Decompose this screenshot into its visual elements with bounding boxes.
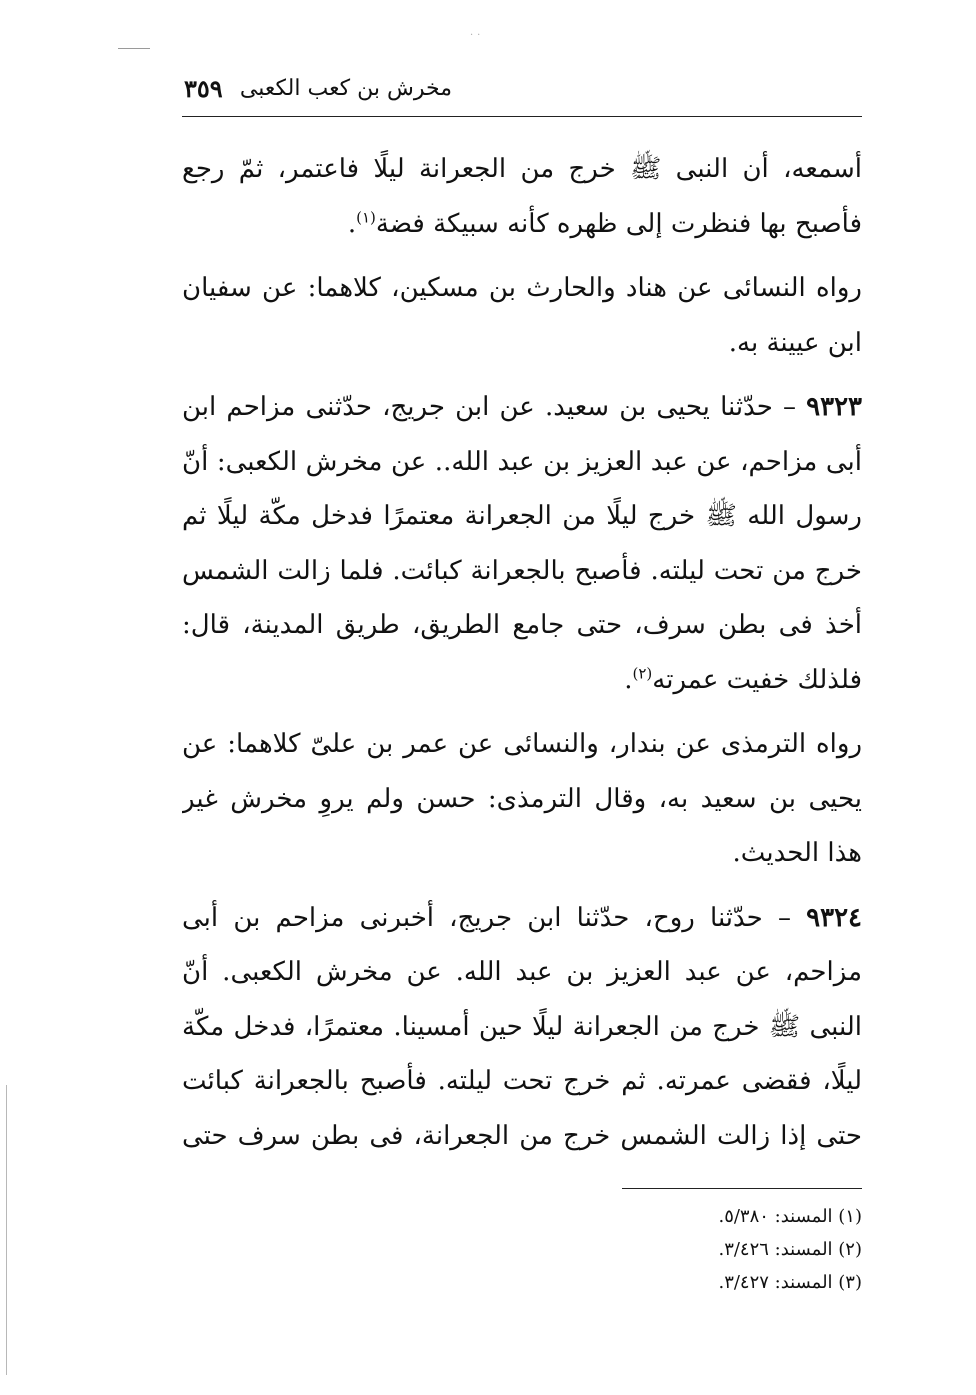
paragraph-text: رواه الترمذى عن بندار، والنسائى عن عمر بن علىّ كلاهما: عن يحيى بن سعيد به، وقال الترمذى: حسن ولم يروِ مخرش غير هذا الحديث. [182,729,862,868]
footnote-separator [622,1188,862,1189]
paragraph-hadith-9324 [182,891,862,1158]
footnote-ref: (١) [356,207,376,226]
footnote-1: (١) المسند: ٥/٣٨٠. [718,1206,862,1227]
paragraph-text: رواه النسائى عن هناد والحارث بن مسكين، كلاهما: عن سفيان ابن عيينة به. [182,273,862,358]
main-text [182,142,862,1157]
hadith-number: ٩٣٢٤ [806,902,862,933]
running-header [182,70,862,117]
paragraph-tail: . [624,664,633,695]
paragraph-takhrij-2 [182,717,862,881]
hadith-number: ٩٣٢٣ [806,392,862,422]
header-title: مخرش بن كعب الكعبى [239,76,452,101]
paragraph-takhrij-1 [182,261,862,370]
paragraph-text: – حدّثنا روح، حدّثنا ابن جريج، أخبرنى مزاحم بن أبى مزاحم، عن عبد العزيز بن عبد الله. عن مخرش الكعبى. أنّ النبى ﷺ خرج من الجعرانة ليلًا حين أمسينا. معتمرًا، فدخل مكّة ليلًا، فقضى عمرته. ثم خرج تحت ليلته. فأصبح بالجعرانة كبائت حتى إذا زالت الشمس خرج من الجعرانة، فى بطن سرف حتى [182,902,862,1151]
footnotes [560,1200,862,1299]
scan-artifact-dots: ·· [470,30,485,41]
footnote-ref: (٢) [632,663,653,682]
paragraph-text: أسمعه، أن النبى ﷺ خرج من الجعرانة ليلًا فاعتمر، ثمّ رجع فأصبح بها فنظرت إلى ظهره كأنه سبيكة فضة [182,154,862,239]
footnote-3: (٣) المسند: ٣/٤٢٧. [718,1272,862,1293]
paragraph-text: – حدّثنا يحيى بن سعيد. عن ابن جريج، حدّثنى مزاحم ابن أبى مزاحم، عن عبد العزيز بن عبد الله.. عن مخرش الكعبى: أنّ رسول الله ﷺ خرج ليلًا من الجعرانة معتمرًا فدخل مكّة ليلًا ثم خرج من تحت ليلته. فأصبح بالجعرانة كبائت. فلما زالت الشمس أخذ فى بطن سرف، حتى جامع الطريق، طريق المدينة، قال: فلذلك خفيت عمرته [182,392,862,695]
footnote-2: (٢) المسند: ٣/٤٢٦. [718,1239,862,1260]
paragraph-tail: . [347,208,357,239]
paragraph-hadith-9323 [182,380,862,707]
page-number: ٣٥٩ [184,74,223,103]
paragraph-continuation [182,142,862,251]
